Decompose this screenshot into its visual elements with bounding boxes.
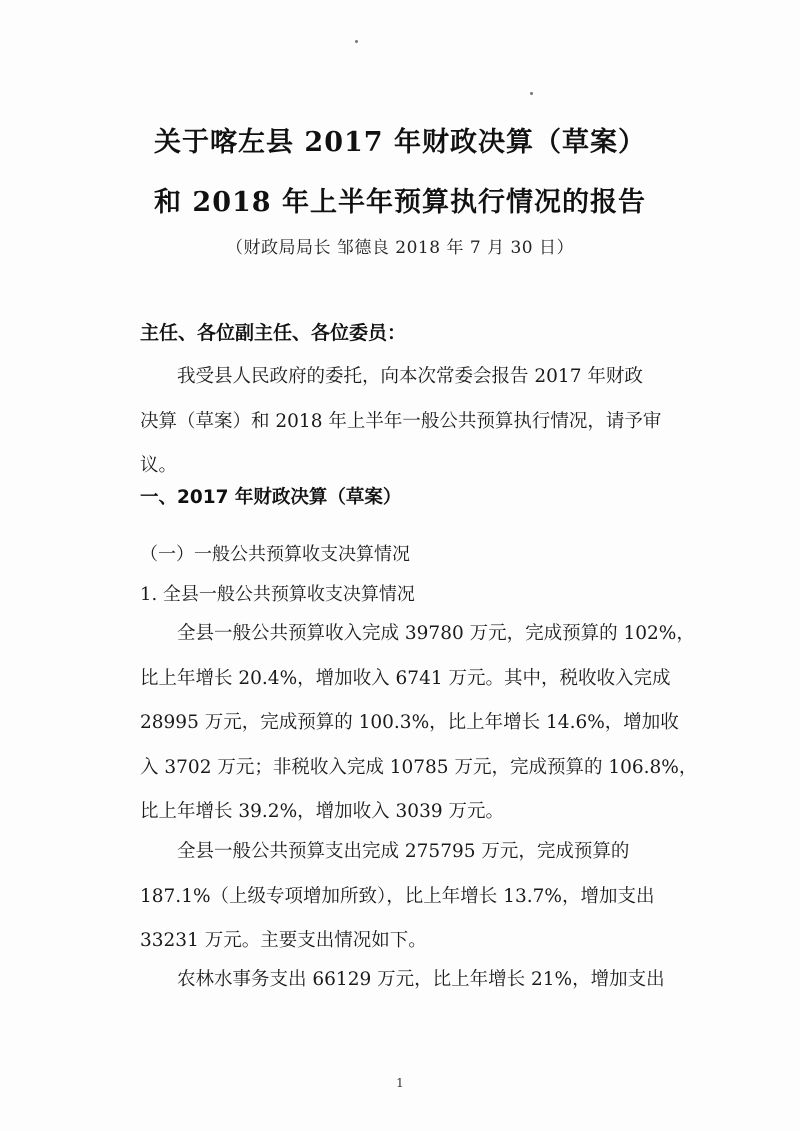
paragraph-line: 33231 万元。主要支出情况如下。 <box>140 930 427 951</box>
section-heading: 一、2017 年财政决算（草案） <box>140 487 402 508</box>
paragraph-line: 全县一般公共预算支出完成 275795 万元，完成预算的 <box>177 841 630 862</box>
paragraph-line: 入 3702 万元；非税收入完成 10785 万元，完成预算的 106.8%， <box>140 756 698 778</box>
paragraph-line: 农林水事务支出 66129 万元，比上年增长 21%，增加支出 <box>177 969 665 990</box>
paragraph-line: 28995 万元，完成预算的 100.3%，比上年增长 14.6%，增加收 <box>140 712 679 733</box>
paragraph-line: 我受县人民政府的委托，向本次常委会报告 2017 年财政 <box>177 366 643 387</box>
intro-paragraph <box>140 355 680 489</box>
page-number: 1 <box>396 1076 404 1090</box>
paragraph-line: 决算（草案）和 2018 年上半年一般公共预算执行情况，请予审 <box>140 410 662 432</box>
agriculture-paragraph <box>140 958 680 1003</box>
subsection-heading: （一）一般公共预算收支决算情况 <box>140 544 410 565</box>
expenditure-paragraph <box>140 830 680 964</box>
revenue-paragraph <box>140 612 698 835</box>
paragraph-line: 议。 <box>140 455 178 476</box>
paragraph-line: 全县一般公共预算收入完成 39780 万元，完成预算的 102%， <box>177 623 695 644</box>
salutation: 主任、各位副主任、各位委员： <box>140 322 407 344</box>
document-subtitle: （财政局局长 邹德良 2018 年 7 月 30 日） <box>225 238 575 258</box>
paragraph-line: 187.1%（上级专项增加所致），比上年增长 13.7%，增加支出 <box>140 885 655 907</box>
item-heading: 1. 全县一般公共预算收支决算情况 <box>140 584 415 605</box>
document-title-line-1: 关于喀左县 2017 年财政决算（草案） <box>154 127 646 158</box>
paragraph-line: 比上年增长 20.4%，增加收入 6741 万元。其中，税收收入完成 <box>140 667 671 689</box>
scan-speck <box>355 40 358 43</box>
paragraph-line: 比上年增长 39.2%，增加收入 3039 万元。 <box>140 801 504 822</box>
document-title-line-2: 和 2018 年上半年预算执行情况的报告 <box>154 187 646 218</box>
scan-speck <box>530 92 533 95</box>
